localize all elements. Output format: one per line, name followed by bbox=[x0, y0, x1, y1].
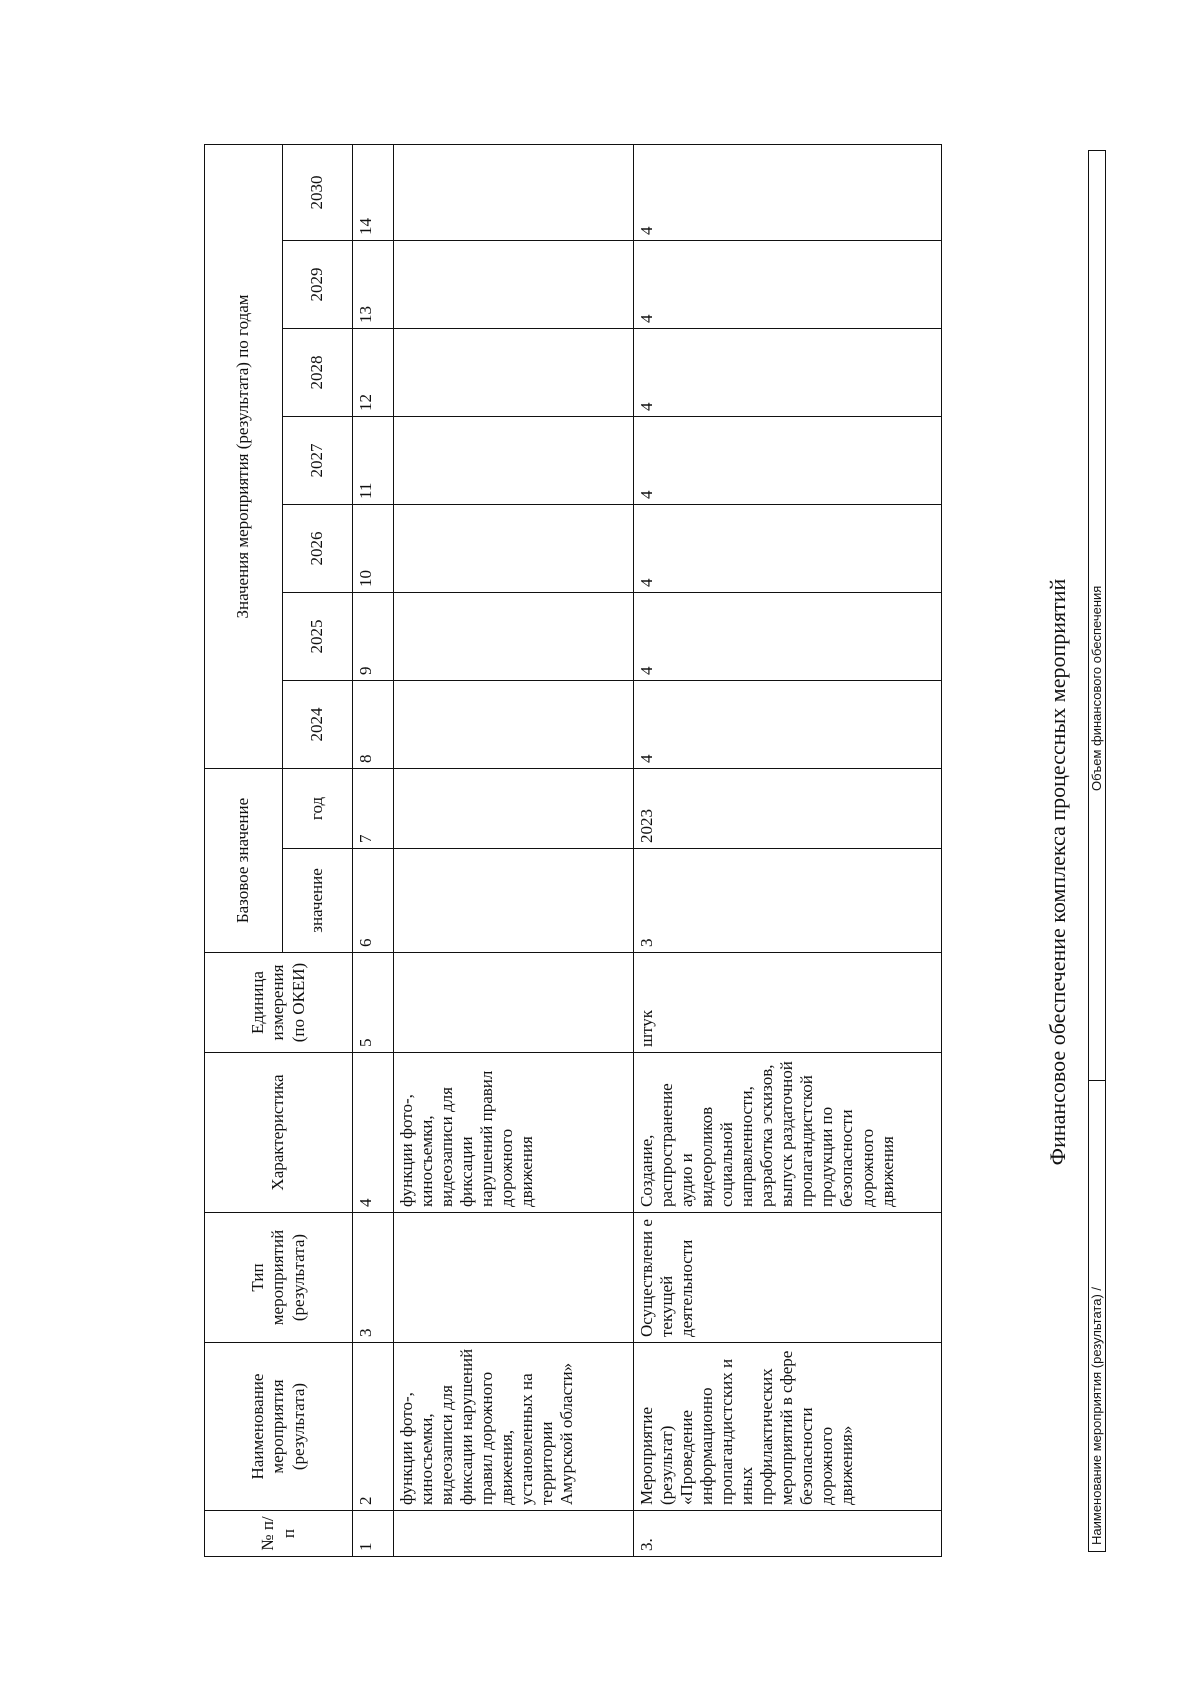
section-title: Финансовое обеспечение комплекса процессных мероприятий bbox=[1045, 578, 1070, 1166]
header-base-year: год bbox=[283, 768, 353, 848]
column-number: 14 bbox=[353, 144, 394, 240]
column-number-row bbox=[353, 144, 394, 1556]
table-row bbox=[394, 144, 634, 1556]
row-num: 3. bbox=[634, 1511, 942, 1557]
column-number: 1 bbox=[353, 1511, 394, 1557]
row-characteristic: функции фото-, киносъемки, видеозаписи для фиксации нарушений правил дорожного движения bbox=[394, 1053, 634, 1213]
row-value bbox=[394, 328, 634, 416]
header-unit: Единица измерения (по ОКЕИ) bbox=[205, 953, 353, 1053]
row-name: функции фото-, киносъемки, видеозаписи для фиксации нарушений правил дорожного движения, установленных на территории Амурской области» bbox=[394, 1343, 634, 1511]
row-value: 4 bbox=[634, 328, 942, 416]
row-name: Мероприятие (результат) «Проведение информационно пропагандистских и иных профилактических мероприятий в сфере безопасности дорожного движения» bbox=[634, 1343, 942, 1511]
row-base-year: 2023 bbox=[634, 768, 942, 848]
finance-col-volume: Объем финансового обеспечения bbox=[1089, 585, 1104, 791]
header-num: № п/п bbox=[205, 1511, 353, 1557]
header-values-group: Значения мероприятия (результата) по годам bbox=[205, 144, 283, 768]
column-number: 10 bbox=[353, 504, 394, 592]
finance-col-name: Наименование мероприятия (результата) / bbox=[1089, 1286, 1104, 1545]
header-characteristic: Характеристика bbox=[205, 1053, 353, 1213]
column-number: 9 bbox=[353, 592, 394, 680]
column-number: 12 bbox=[353, 328, 394, 416]
column-number: 7 bbox=[353, 768, 394, 848]
row-base-value: 3 bbox=[634, 849, 942, 953]
column-number: 6 bbox=[353, 849, 394, 953]
column-number: 8 bbox=[353, 680, 394, 768]
header-year: 2024 bbox=[283, 680, 353, 768]
column-number: 13 bbox=[353, 240, 394, 328]
row-type bbox=[394, 1213, 634, 1343]
row-value: 4 bbox=[634, 240, 942, 328]
row-value: 4 bbox=[634, 504, 942, 592]
row-base-value bbox=[394, 849, 634, 953]
row-value bbox=[394, 144, 634, 240]
row-type: Осуществлени е текущей деятельности bbox=[634, 1213, 942, 1343]
column-number: 2 bbox=[353, 1343, 394, 1511]
column-number: 11 bbox=[353, 416, 394, 504]
column-number: 5 bbox=[353, 953, 394, 1053]
header-base: Базовое значение bbox=[205, 768, 283, 952]
finance-table-header bbox=[1088, 150, 1106, 1552]
header-year: 2029 bbox=[283, 240, 353, 328]
header-base-value: значение bbox=[283, 849, 353, 953]
header-type: Тип мероприятий (результата) bbox=[205, 1213, 353, 1343]
column-divider bbox=[1089, 1080, 1105, 1081]
row-value bbox=[394, 416, 634, 504]
row-value bbox=[394, 504, 634, 592]
measures-table bbox=[204, 144, 942, 1557]
row-num bbox=[394, 1511, 634, 1557]
column-number: 3 bbox=[353, 1213, 394, 1343]
header-year: 2027 bbox=[283, 416, 353, 504]
row-base-year bbox=[394, 768, 634, 848]
row-characteristic: Создание, распространение аудио и видеороликов социальной направленности, разработка эскизов, выпуск раздаточной пропагандистской продукции по безопасности дорожного движения bbox=[634, 1053, 942, 1213]
column-number: 4 bbox=[353, 1053, 394, 1213]
header-name: Наименование мероприятия (результата) bbox=[205, 1343, 353, 1511]
row-unit bbox=[394, 953, 634, 1053]
header-year: 2030 bbox=[283, 144, 353, 240]
header-year: 2028 bbox=[283, 328, 353, 416]
row-value: 4 bbox=[634, 592, 942, 680]
header-year: 2025 bbox=[283, 592, 353, 680]
row-value bbox=[394, 680, 634, 768]
row-value: 4 bbox=[634, 416, 942, 504]
table-row bbox=[634, 144, 942, 1556]
header-year: 2026 bbox=[283, 504, 353, 592]
row-value: 4 bbox=[634, 680, 942, 768]
row-value bbox=[394, 592, 634, 680]
header-row bbox=[205, 144, 283, 1556]
row-value bbox=[394, 240, 634, 328]
row-unit: штук bbox=[634, 953, 942, 1053]
row-value: 4 bbox=[634, 144, 942, 240]
